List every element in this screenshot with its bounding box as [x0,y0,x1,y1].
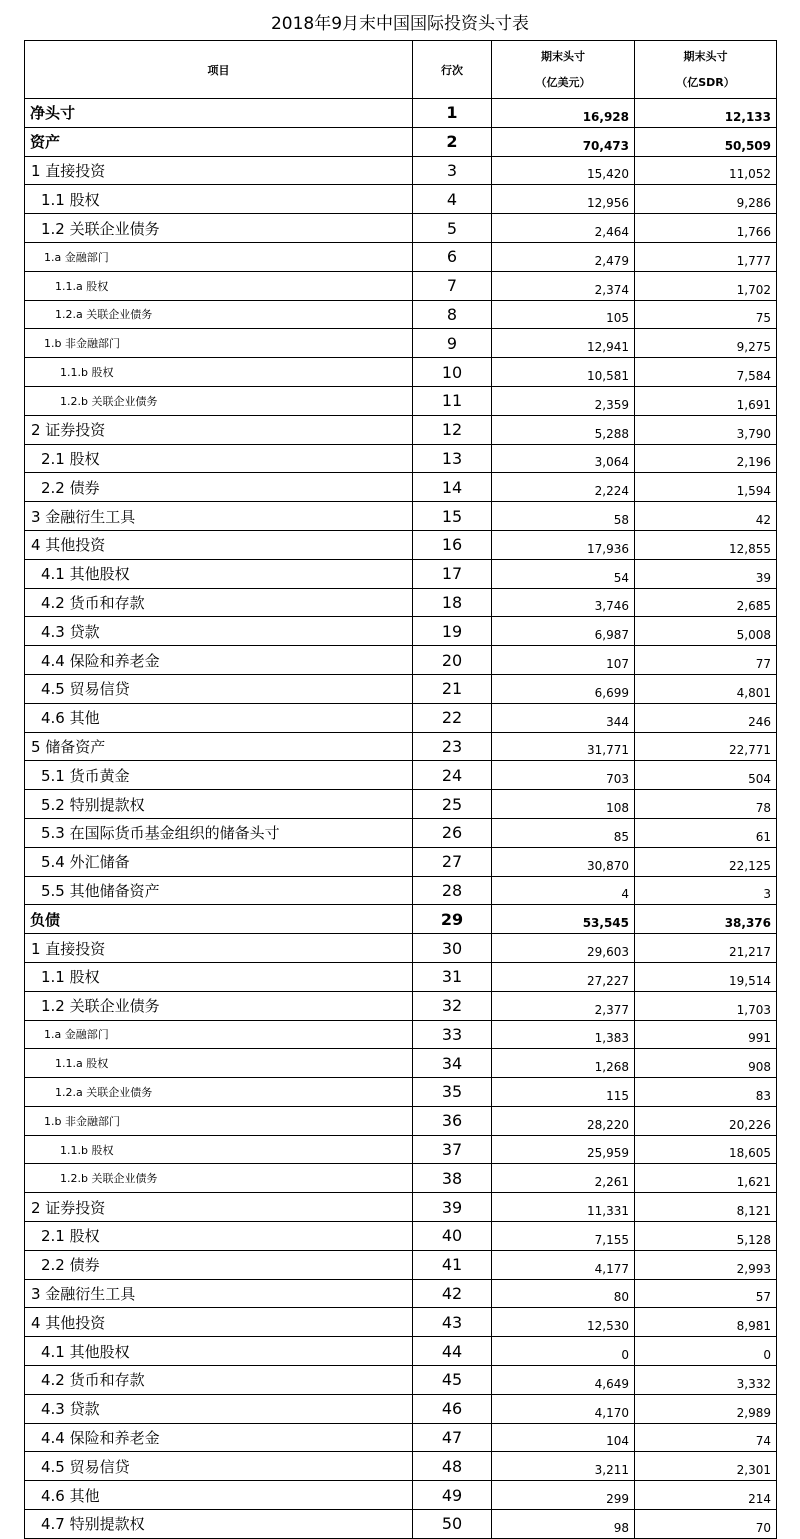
row-sdr-cell: 2,993 [635,1250,777,1279]
row-usd-cell: 25,959 [492,1135,635,1164]
row-item-cell: 5.4 外汇储备 [25,847,413,876]
row-usd-cell: 98 [492,1510,635,1539]
row-sdr-cell: 3 [635,876,777,905]
row-item-cell: 4.3 贷款 [25,617,413,646]
row-number-cell: 31 [413,962,492,991]
row-sdr-cell: 12,855 [635,530,777,559]
row-item-cell: 1.2.b 关联企业债务 [25,386,413,415]
row-usd-cell: 80 [492,1279,635,1308]
row-usd-cell: 12,956 [492,185,635,214]
row-sdr-cell: 2,301 [635,1452,777,1481]
row-item-cell: 1.b 非金融部门 [25,329,413,358]
row-sdr-cell: 1,691 [635,386,777,415]
row-usd-cell: 31,771 [492,732,635,761]
table-row [25,905,777,934]
table-row [25,818,777,847]
row-sdr-cell: 19,514 [635,962,777,991]
row-item-cell: 2 证券投资 [25,1193,413,1222]
row-usd-cell: 4 [492,876,635,905]
row-number-cell: 27 [413,847,492,876]
row-usd-cell: 70,473 [492,127,635,156]
table-row [25,300,777,329]
row-item-cell: 1.a 金融部门 [25,242,413,271]
table-row [25,1452,777,1481]
row-item-cell: 4 其他投资 [25,1308,413,1337]
row-sdr-cell: 908 [635,1049,777,1078]
row-sdr-cell: 78 [635,790,777,819]
row-usd-cell: 2,224 [492,473,635,502]
row-number-cell: 37 [413,1135,492,1164]
row-number-cell: 25 [413,790,492,819]
row-item-cell: 1.1.a 股权 [25,271,413,300]
table-header-row [25,41,777,99]
header-usd-line2: （亿美元） [535,75,591,89]
table-row [25,1250,777,1279]
table-row [25,674,777,703]
table-row [25,1222,777,1251]
table-row [25,559,777,588]
row-sdr-cell: 3,332 [635,1366,777,1395]
row-item-cell: 4.2 货币和存款 [25,1366,413,1395]
table-row [25,1337,777,1366]
row-sdr-cell: 9,286 [635,185,777,214]
header-row-no: 行次 [413,41,492,99]
row-usd-cell: 115 [492,1078,635,1107]
row-item-cell: 4.7 特别提款权 [25,1510,413,1539]
row-usd-cell: 1,383 [492,1020,635,1049]
table-row [25,1078,777,1107]
row-sdr-cell: 0 [635,1337,777,1366]
row-usd-cell: 11,331 [492,1193,635,1222]
table-row [25,1423,777,1452]
row-sdr-cell: 991 [635,1020,777,1049]
table-row [25,386,777,415]
row-item-cell: 4.2 货币和存款 [25,588,413,617]
row-sdr-cell: 1,594 [635,473,777,502]
row-number-cell: 39 [413,1193,492,1222]
row-sdr-cell: 20,226 [635,1106,777,1135]
row-usd-cell: 2,374 [492,271,635,300]
row-sdr-cell: 1,702 [635,271,777,300]
table-row [25,732,777,761]
row-usd-cell: 30,870 [492,847,635,876]
row-usd-cell: 703 [492,761,635,790]
row-sdr-cell: 8,121 [635,1193,777,1222]
row-number-cell: 30 [413,934,492,963]
row-usd-cell: 10,581 [492,358,635,387]
row-item-cell: 4.3 贷款 [25,1394,413,1423]
row-item-cell: 5 储备资产 [25,732,413,761]
row-item-cell: 2.2 债券 [25,473,413,502]
row-usd-cell: 28,220 [492,1106,635,1135]
table-row [25,991,777,1020]
row-item-cell: 4.5 贸易信贷 [25,674,413,703]
table-row [25,1106,777,1135]
table-row [25,1510,777,1539]
row-usd-cell: 29,603 [492,934,635,963]
row-item-cell: 2.1 股权 [25,444,413,473]
row-number-cell: 21 [413,674,492,703]
table-row [25,1279,777,1308]
row-number-cell: 10 [413,358,492,387]
row-sdr-cell: 50,509 [635,127,777,156]
row-number-cell: 7 [413,271,492,300]
table-row [25,1308,777,1337]
row-sdr-cell: 8,981 [635,1308,777,1337]
row-number-cell: 28 [413,876,492,905]
table-row [25,1193,777,1222]
row-item-cell: 5.1 货币黄金 [25,761,413,790]
row-sdr-cell: 5,008 [635,617,777,646]
row-number-cell: 47 [413,1423,492,1452]
table-row [25,790,777,819]
row-sdr-cell: 504 [635,761,777,790]
row-usd-cell: 3,211 [492,1452,635,1481]
row-sdr-cell: 3,790 [635,415,777,444]
row-usd-cell: 4,177 [492,1250,635,1279]
row-number-cell: 12 [413,415,492,444]
row-item-cell: 2 证券投资 [25,415,413,444]
row-number-cell: 19 [413,617,492,646]
row-number-cell: 8 [413,300,492,329]
row-item-cell: 资产 [25,127,413,156]
row-usd-cell: 58 [492,502,635,531]
table-row [25,1164,777,1193]
table-row [25,99,777,128]
row-number-cell: 50 [413,1510,492,1539]
header-usd-line1: 期末头寸 [541,49,585,63]
row-sdr-cell: 1,703 [635,991,777,1020]
row-number-cell: 4 [413,185,492,214]
row-usd-cell: 1,268 [492,1049,635,1078]
row-item-cell: 4.6 其他 [25,703,413,732]
row-item-cell: 1.2 关联企业债务 [25,214,413,243]
table-row [25,847,777,876]
row-usd-cell: 2,479 [492,242,635,271]
row-usd-cell: 2,377 [492,991,635,1020]
row-usd-cell: 17,936 [492,530,635,559]
row-usd-cell: 12,941 [492,329,635,358]
row-number-cell: 41 [413,1250,492,1279]
row-usd-cell: 344 [492,703,635,732]
row-item-cell: 4.4 保险和养老金 [25,1423,413,1452]
row-sdr-cell: 18,605 [635,1135,777,1164]
row-sdr-cell: 9,275 [635,329,777,358]
row-usd-cell: 16,928 [492,99,635,128]
row-sdr-cell: 75 [635,300,777,329]
row-usd-cell: 54 [492,559,635,588]
row-usd-cell: 0 [492,1337,635,1366]
row-sdr-cell: 12,133 [635,99,777,128]
row-item-cell: 1.1.b 股权 [25,1135,413,1164]
row-number-cell: 13 [413,444,492,473]
row-item-cell: 4 其他投资 [25,530,413,559]
header-usd [492,41,635,99]
table-row [25,1366,777,1395]
row-number-cell: 16 [413,530,492,559]
row-number-cell: 40 [413,1222,492,1251]
row-number-cell: 5 [413,214,492,243]
row-usd-cell: 3,746 [492,588,635,617]
row-number-cell: 1 [413,99,492,128]
row-number-cell: 11 [413,386,492,415]
row-sdr-cell: 2,196 [635,444,777,473]
row-item-cell: 1 直接投资 [25,934,413,963]
row-usd-cell: 3,064 [492,444,635,473]
row-number-cell: 43 [413,1308,492,1337]
table-row [25,703,777,732]
row-sdr-cell: 77 [635,646,777,675]
row-sdr-cell: 1,777 [635,242,777,271]
row-item-cell: 1.1 股权 [25,185,413,214]
row-item-cell: 4.1 其他股权 [25,559,413,588]
row-sdr-cell: 2,685 [635,588,777,617]
row-item-cell: 1.1 股权 [25,962,413,991]
row-sdr-cell: 70 [635,1510,777,1539]
row-item-cell: 1.b 非金融部门 [25,1106,413,1135]
row-item-cell: 1.2.a 关联企业债务 [25,1078,413,1107]
row-usd-cell: 4,170 [492,1394,635,1423]
row-usd-cell: 85 [492,818,635,847]
table-row [25,502,777,531]
row-sdr-cell: 57 [635,1279,777,1308]
row-number-cell: 2 [413,127,492,156]
table-row [25,214,777,243]
row-number-cell: 14 [413,473,492,502]
row-item-cell: 2.1 股权 [25,1222,413,1251]
row-number-cell: 18 [413,588,492,617]
page-title: 2018年9月末中国国际投资头寸表 [270,14,530,34]
table-row [25,876,777,905]
row-item-cell: 3 金融衍生工具 [25,502,413,531]
row-usd-cell: 15,420 [492,156,635,185]
row-item-cell: 1.a 金融部门 [25,1020,413,1049]
row-number-cell: 36 [413,1106,492,1135]
row-sdr-cell: 38,376 [635,905,777,934]
row-number-cell: 44 [413,1337,492,1366]
row-item-cell: 1.1.a 股权 [25,1049,413,1078]
header-item: 项目 [25,41,413,99]
table-row [25,1020,777,1049]
row-usd-cell: 4,649 [492,1366,635,1395]
row-number-cell: 6 [413,242,492,271]
table-row [25,444,777,473]
row-number-cell: 29 [413,905,492,934]
row-number-cell: 24 [413,761,492,790]
table-row [25,242,777,271]
row-sdr-cell: 74 [635,1423,777,1452]
row-item-cell: 1.2 关联企业债务 [25,991,413,1020]
row-usd-cell: 108 [492,790,635,819]
row-usd-cell: 12,530 [492,1308,635,1337]
row-item-cell: 1 直接投资 [25,156,413,185]
table-row [25,1135,777,1164]
row-number-cell: 45 [413,1366,492,1395]
row-sdr-cell: 1,766 [635,214,777,243]
row-sdr-cell: 42 [635,502,777,531]
table-row [25,1049,777,1078]
table-row [25,415,777,444]
row-usd-cell: 2,464 [492,214,635,243]
row-sdr-cell: 22,771 [635,732,777,761]
table-row [25,156,777,185]
table-row [25,617,777,646]
table-row [25,1481,777,1510]
row-number-cell: 33 [413,1020,492,1049]
row-number-cell: 34 [413,1049,492,1078]
row-sdr-cell: 7,584 [635,358,777,387]
table-row [25,185,777,214]
row-item-cell: 3 金融衍生工具 [25,1279,413,1308]
table-row [25,271,777,300]
row-item-cell: 4.6 其他 [25,1481,413,1510]
row-number-cell: 48 [413,1452,492,1481]
row-number-cell: 26 [413,818,492,847]
table-row [25,473,777,502]
table-row [25,761,777,790]
table-row [25,934,777,963]
row-usd-cell: 104 [492,1423,635,1452]
row-sdr-cell: 39 [635,559,777,588]
row-sdr-cell: 22,125 [635,847,777,876]
table-body [25,99,777,1539]
row-usd-cell: 6,987 [492,617,635,646]
header-sdr-line1: 期末头寸 [683,49,728,63]
row-number-cell: 17 [413,559,492,588]
row-usd-cell: 2,359 [492,386,635,415]
row-number-cell: 22 [413,703,492,732]
table-row [25,962,777,991]
row-sdr-cell: 21,217 [635,934,777,963]
row-item-cell: 5.2 特别提款权 [25,790,413,819]
row-item-cell: 2.2 债券 [25,1250,413,1279]
row-number-cell: 9 [413,329,492,358]
row-item-cell: 4.4 保险和养老金 [25,646,413,675]
row-number-cell: 32 [413,991,492,1020]
row-item-cell: 1.1.b 股权 [25,358,413,387]
row-number-cell: 46 [413,1394,492,1423]
header-sdr [635,41,777,99]
row-number-cell: 42 [413,1279,492,1308]
row-usd-cell: 27,227 [492,962,635,991]
row-item-cell: 4.1 其他股权 [25,1337,413,1366]
header-sdr-line2: （亿SDR） [676,75,735,89]
row-item-cell: 1.2.a 关联企业债务 [25,300,413,329]
table-row [25,127,777,156]
row-number-cell: 35 [413,1078,492,1107]
table-row [25,329,777,358]
row-item-cell: 负债 [25,905,413,934]
row-sdr-cell: 83 [635,1078,777,1107]
row-number-cell: 23 [413,732,492,761]
row-sdr-cell: 1,621 [635,1164,777,1193]
row-item-cell: 4.5 贸易信贷 [25,1452,413,1481]
row-sdr-cell: 4,801 [635,674,777,703]
row-number-cell: 15 [413,502,492,531]
table-row [25,646,777,675]
row-sdr-cell: 5,128 [635,1222,777,1251]
row-number-cell: 49 [413,1481,492,1510]
row-usd-cell: 7,155 [492,1222,635,1251]
row-sdr-cell: 11,052 [635,156,777,185]
row-usd-cell: 299 [492,1481,635,1510]
table-row [25,1394,777,1423]
row-sdr-cell: 246 [635,703,777,732]
table-row [25,530,777,559]
row-item-cell: 1.2.b 关联企业债务 [25,1164,413,1193]
row-usd-cell: 2,261 [492,1164,635,1193]
row-number-cell: 38 [413,1164,492,1193]
iip-table [24,40,777,1539]
row-item-cell: 5.3 在国际货币基金组织的储备头寸 [25,818,413,847]
row-number-cell: 3 [413,156,492,185]
table-row [25,358,777,387]
table-row [25,588,777,617]
row-sdr-cell: 214 [635,1481,777,1510]
row-number-cell: 20 [413,646,492,675]
row-item-cell: 5.5 其他储备资产 [25,876,413,905]
row-sdr-cell: 61 [635,818,777,847]
row-sdr-cell: 2,989 [635,1394,777,1423]
row-item-cell: 净头寸 [25,99,413,128]
row-usd-cell: 5,288 [492,415,635,444]
row-usd-cell: 107 [492,646,635,675]
row-usd-cell: 53,545 [492,905,635,934]
row-usd-cell: 105 [492,300,635,329]
row-usd-cell: 6,699 [492,674,635,703]
